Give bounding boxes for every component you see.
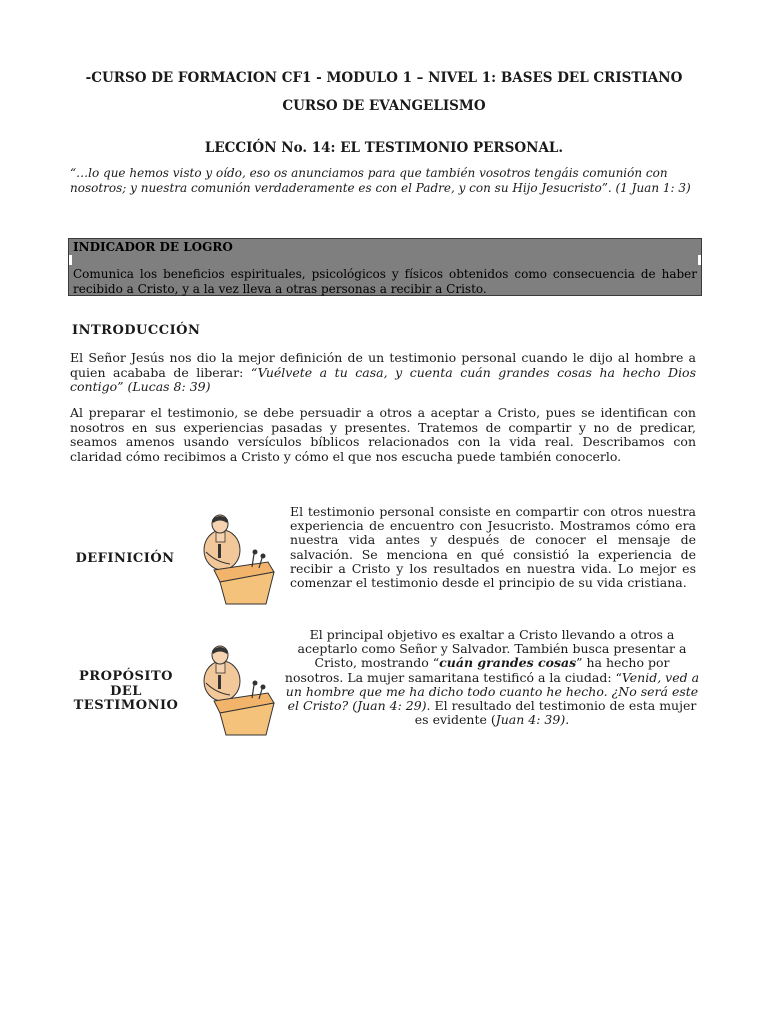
purpose-text-quote: Venid, ved a un hombre que me ha dicho todo cuanto he hecho. ¿No será este el Cristo? (Juan 4: 29): [285, 669, 700, 714]
purpose-text-part-3: ” ha hecho por nosotros. La mujer samaritana testificó a la ciudad: “: [284, 655, 670, 685]
opening-quote: “…lo que hemos visto y oído, eso os anunciamos para que también vosotros tengáis comunión con nosotros; y nuestra comunión verdaderamente es con el Padre, y con su Hijo Jesucristo”. (1 Juan 1: 3): [70, 166, 691, 195]
indicator-title: INDICADOR DE LOGRO: [73, 240, 233, 254]
course-subtitle: CURSO DE EVANGELISMO: [282, 98, 486, 114]
purpose-text-part-1: El principal objetivo es exaltar a Cristo llevando a otros a aceptarlo como Señor y Salvador. También busca presentar a Cristo, mostrando “: [297, 627, 687, 671]
purpose-label-line-3: TESTIMONIO: [73, 698, 179, 713]
purpose-label-line-1: PROPÓSITO: [79, 669, 173, 684]
purpose-label-line-2: DEL: [110, 683, 142, 699]
definition-label: DEFINICIÓN: [75, 551, 175, 566]
purpose-label: [66, 670, 186, 714]
purpose-text-part-7: .: [565, 712, 570, 728]
person-at-lectern-icon: [196, 512, 280, 606]
indicator-text: Comunica los beneficios espirituales, psicológicos y físicos obtenidos como consecuencia de haber recibido a Cristo, y a la vez lleva a otras personas a recibir a Cristo.: [73, 267, 697, 296]
lesson-title: LECCIÓN No. 14: EL TESTIMONIO PERSONAL.: [204, 140, 564, 156]
achievement-indicator-box: [68, 238, 702, 296]
intro-heading: INTRODUCCIÓN: [72, 323, 201, 338]
purpose-text-emphasis: cuán grandes cosas: [439, 655, 577, 671]
person-at-lectern-icon: [196, 643, 280, 737]
intro-paragraph-1: [70, 351, 696, 395]
purpose-text: [284, 628, 700, 727]
purpose-text-citation: Juan 4: 39): [495, 712, 566, 728]
intro-paragraph-2: Al preparar el testimonio, se debe persuadir a otros a aceptar a Cristo, pues se identifican con nosotros en sus experiencias pasadas y presentes. Tratemos de compartir y no de predicar, seamos amenos usando versículos bíblicos relacionados con la vida real. Describamos con claridad cómo recibimos a Cristo y cómo el que nos escucha puede también conocerlo.: [70, 405, 696, 464]
definition-text: El testimonio personal consiste en compartir con otros nuestra experiencia de encuentro con Jesucristo. Mostramos cómo era nuestra vida antes y después de conocer el mensaje de salvación. Se menciona en qué consistió la experiencia de recibir a Cristo y los resultados en nuestra vida. Lo mejor es comenzar el testimonio desde el principio de su vida cristiana.: [290, 504, 696, 591]
box-marker-left: [69, 255, 72, 265]
intro-p1-citation: “Vuélvete a tu casa, y cuenta cuán grandes cosas ha hecho Dios contigo” (Lucas 8: 39): [70, 364, 697, 394]
intro-p1-text: El Señor Jesús nos dio la mejor definición de un testimonio personal cuando le dijo al hombre a quien acababa de liberar:: [70, 350, 696, 380]
purpose-text-part-5: . El resultado del testimonio de esta mujer es evidente (: [414, 698, 697, 728]
course-header: -CURSO DE FORMACION CF1 - MODULO 1 – NIVEL 1: BASES DEL CRISTIANO: [85, 70, 683, 86]
box-marker-right: [698, 255, 701, 265]
